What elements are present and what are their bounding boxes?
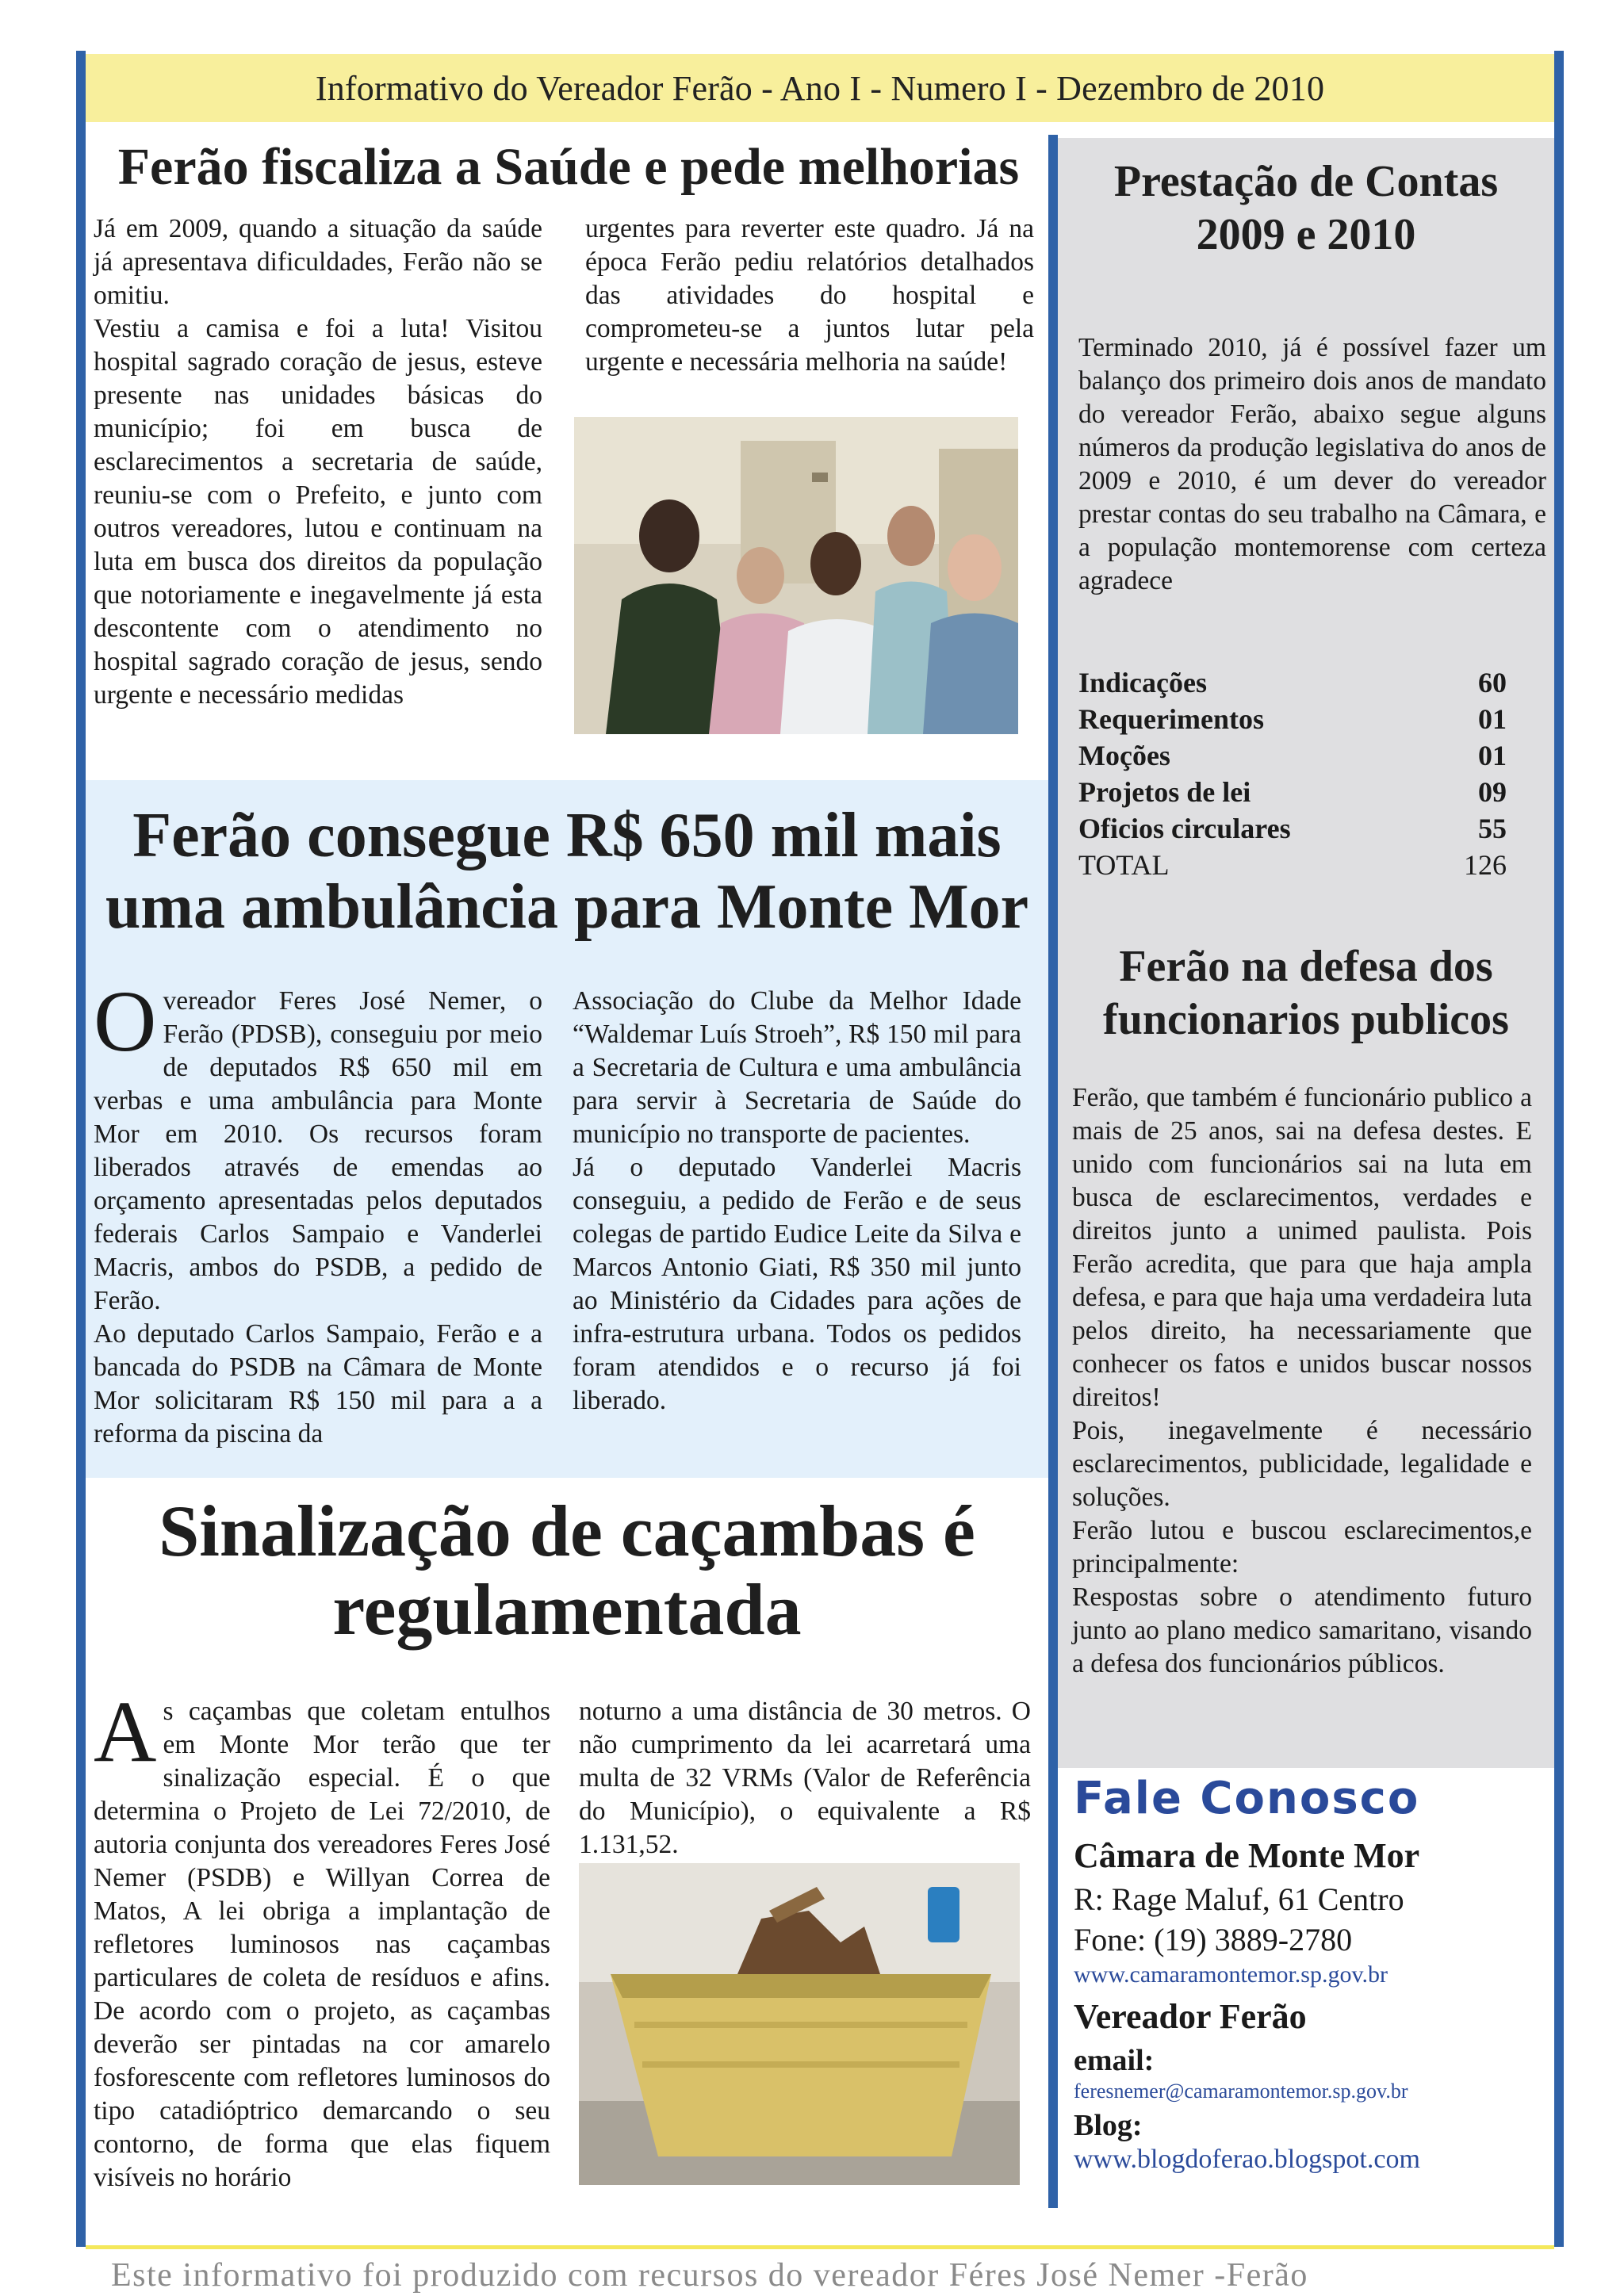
stat-value: 60 [1478,667,1507,698]
paragraph: Ferão lutou e buscou esclarecimentos,e principalmente: [1072,1516,1532,1578]
article-dumpster-title-line2: regulamentada [332,1569,802,1651]
contact-box [1074,1773,1549,2175]
contact-name: Vereador Ferão [1074,1997,1307,2036]
article-dumpster-title-line1: Sinalização de caçambas é [159,1490,975,1571]
dropcap-o: O [94,973,157,1070]
dropcap-a: A [94,1683,157,1780]
article-health-col2 [585,212,1034,379]
paragraph: Respostas sobre o atendimento futuro junto ao plano medico samaritano, visando a defesa dos funcionários públicos. [1072,1582,1532,1678]
stat-row [1078,701,1507,737]
page-frame-left [76,51,86,2247]
sidebar-defense-title-line2: funcionarios publicos [1103,995,1509,1045]
stat-value: 09 [1478,776,1507,808]
sidebar-accounts-title-line2: 2009 e 2010 [1196,210,1416,260]
contact-email-link[interactable]: feresnemer@camaramontemor.sp.gov.br [1074,2080,1408,2103]
article-health-title-text: Ferão fiscaliza a Saúde e pede melhorias [117,138,1020,196]
sidebar-divider [1048,135,1058,2208]
sidebar-accounts-title [1058,155,1554,262]
paragraph: Pois, inegavelmente é necessário esclarecimentos, publicidade, legalidade e soluções. [1072,1416,1532,1512]
stat-value: 01 [1478,740,1507,771]
paragraph: Já em 2009, quando a situação da saúde já apresentava dificuldades, Ferão não se omitiu. [94,214,542,310]
stat-label: Projetos de lei [1078,776,1251,808]
article-dumpster-col1 [94,1683,550,2195]
article-ambulance-title-line1: Ferão consegue R$ 650 mil mais [132,801,1002,871]
sidebar-accounts-title-line1: Prestação de Contas [1113,157,1499,206]
stat-label: Moções [1078,740,1170,771]
article-ambulance-title [86,801,1048,943]
article-dumpster-col2 [579,1695,1031,1862]
hospital-visit-photo [574,417,1018,734]
paragraph: Vestiu a camisa e foi a luta! Visitou hospital sagrado coração de jesus, esteve presente nas unidades básicas do município; foi em busca de esclarecimentos a secretaria de saúde, reuniu-se com o Prefeito, e junto com outros vereadores, lutou e continuam na luta em busca dos direitos da população que notoriamente e inegavelmente já esta descontente com o atendimento no hospital sagrado coração de jesus, sendo urgente e necessário medidas [94,314,542,710]
paragraph: Associação do Clube da Melhor Idade “Waldemar Luís Stroeh”, R$ 150 mil para a Secretaria de Cultura e uma ambulância para servir à Secretaria de Saúde do município no transporte de pacientes. [573,986,1021,1149]
paragraph: noturno a uma distância de 30 metros. O não cumprimento da lei acarretará uma multa de 32 VRMs (Valor de Referência do Município), o equivalente a R$ 1.131,52. [579,1697,1031,1859]
paragraph: s caçambas que coletam entulhos em Monte Mor terão que ter sinalização especial. É o que determina o Projeto de Lei 72/2010, de autoria conjunta dos vereadores Feres José Nemer (PSDB) e Willyan Correa de Matos, A lei obriga a implantação de refletores luminosos nas caçambas particulares de coleta de resíduos e afins. De acordo com o projeto, as caçambas deverão ser pintadas na cor amarelo fosforescente com refletores luminosos do tipo catadióptrico demarcando o seu contorno, de forma que elas fiquem visíveis no horário [94,1697,550,2192]
paragraph: vereador Feres José Nemer, o Ferão (PDSB), conseguiu por meio de deputados R$ 650 mil em verbas e uma ambulância para Monte Mor em 2010. Os recursos foram liberados através de emendas ao orçamento apresentadas pelos deputados federais Carlos Sampaio e Vanderlei Macris, ambos do PSDB, a pedido de Ferão. [94,986,542,1315]
stat-row [1078,810,1507,847]
article-health-title [89,138,1048,197]
stat-row [1078,737,1507,774]
stat-value: 126 [1464,849,1507,881]
paragraph: Já o deputado Vanderlei Macris conseguiu, a pedido de Ferão e de seus colegas de partido Eudice Leite da Silva e Marcos Antonio Giati, R$ 350 mil junto ao Ministério da Cidades para ações de infra-estrutura urbana. Todos os pedidos foram atendidos e o recurso já foi liberado. [573,1153,1021,1415]
article-ambulance-col1 [94,973,542,1451]
stat-value: 55 [1478,813,1507,844]
stat-value: 01 [1478,703,1507,735]
paragraph: urgentes para reverter este quadro. Já na época Ferão pediu relatórios detalhados das atividades do hospital e comprometeu-se a juntos lutar pela urgente e necessária melhoria na saúde! [585,214,1034,377]
article-dumpster-title [86,1492,1048,1650]
footer-divider [86,2245,1554,2249]
sidebar-defense-title-line1: Ferão na defesa dos [1119,942,1493,991]
paragraph: Ao deputado Carlos Sampaio, Ferão e a bancada do PSDB na Câmara de Monte Mor solicitaram R$ 150 mil para a a reforma da piscina da [94,1319,542,1448]
stat-label: TOTAL [1078,849,1170,881]
stat-row [1078,664,1507,701]
contact-blog-label: Blog: [1074,2109,1143,2142]
paragraph: Terminado 2010, já é possível fazer um balanço dos primeiro dois anos de mandato do vereador Ferão, abaixo segue alguns números da produção legislativa do anos de 2009 e 2010, é um dever do vereador prestar contas do seu trabalho na Câmara, e a população montemorense com certeza agradece [1078,333,1546,595]
article-health-col1 [94,212,542,712]
stat-label: Indicações [1078,667,1207,698]
contact-org: Câmara de Monte Mor [1074,1836,1420,1875]
paragraph: Ferão, que também é funcionário publico a mais de 25 anos, sai na defesa destes. E unido com funcionários sai na luta em busca de esclarecimentos, verdades e direitos junto a unimed paulista. Pois Ferão acredita, que para que haja ampla defesa, e para que haja uma verdadeira luta pelos direito, ha necessariamente que conhecer os fatos e unidos buscar nossos direitos! [1072,1083,1532,1412]
newsletter-header [86,54,1554,122]
contact-address: R: Rage Maluf, 61 Centro [1074,1881,1404,1917]
article-ambulance-col2 [573,985,1021,1418]
stat-label: Requerimentos [1078,703,1264,735]
production-stats-table [1078,664,1507,883]
newsletter-title: Informativo do Vereador Ferão - Ano I - Numero I - Dezembro de 2010 [315,68,1325,108]
page-frame-right [1554,51,1564,2247]
article-ambulance-title-line2: uma ambulância para Monte Mor [105,871,1029,942]
contact-website-link[interactable]: www.camaramontemor.sp.gov.br [1074,1961,1388,1988]
sidebar-defense-body [1072,1081,1532,1681]
contact-email-label: email: [1074,2044,1155,2077]
stat-row [1078,774,1507,810]
footer-credit: Este informativo foi produzido com recursos do vereador Féres José Nemer -Ferão [111,2257,1308,2294]
contact-phone: Fone: (19) 3889-2780 [1074,1922,1353,1957]
dumpster-photo [579,1863,1020,2185]
stat-row [1078,847,1507,883]
sidebar-defense-title [1058,940,1554,1047]
stat-label: Oficios circulares [1078,813,1291,844]
contact-title: Fale Conosco [1074,1773,1420,1824]
sidebar-accounts-body [1078,331,1546,598]
contact-blog-link[interactable]: www.blogdoferao.blogspot.com [1074,2145,1420,2174]
